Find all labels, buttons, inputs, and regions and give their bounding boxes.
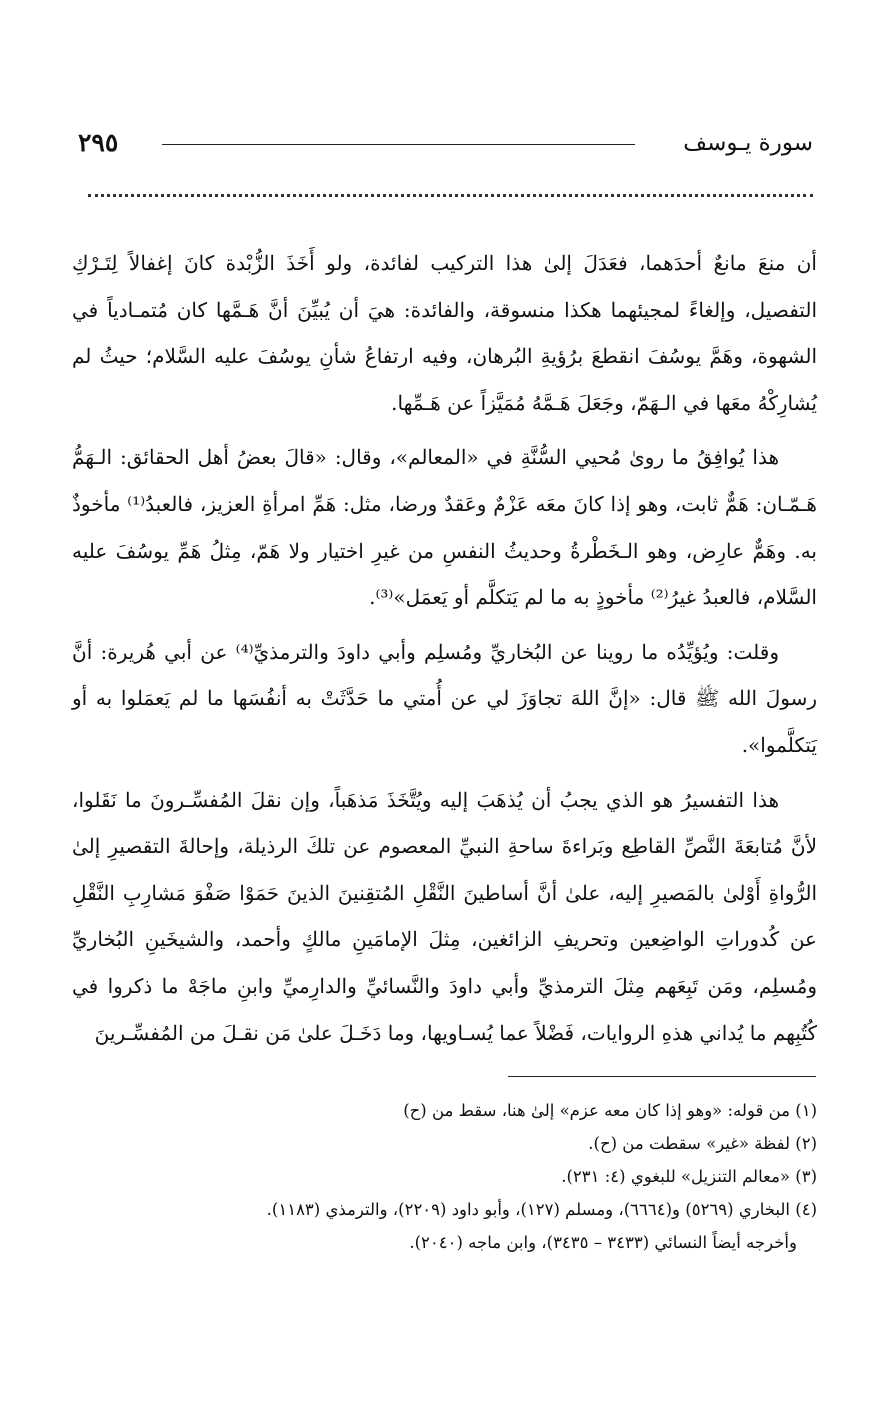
page-number: ٢٩٥ — [78, 128, 119, 157]
paragraph: وقلت: ويُؤيِّدُه ما روينا عن البُخاريِّ ومُسلِم وأبي داودَ والترمذيِّ⁽⁴⁾ عن أبي هُريرة: أنَّ رسولَ الله ﷺ قال: «إنَّ اللهَ تجاوَزَ لي عن أُمتي ما حَدَّثَتْ به أنفُسَها ما لم يَعمَلوا به أو يَتكلَّموا». — [72, 639, 817, 757]
surah-title: سورة يـوسف — [683, 130, 813, 156]
paragraph: هذا يُوافِقُ ما روىٰ مُحيي السُّنَّةِ في «المعالم»، وقال: «قالَ بعضُ أهل الحقائق: الـهَمُّ هَـمّـان: هَمٌّ ثابت، وهو إذا كانَ معَه عَزْمٌ وعَقدٌ ورضا، مثل: هَمِّ امرأةِ العزيز، فالعبدُ⁽¹⁾ مأخوذٌ به. وهَمٌّ عارِض، وهو الـخَطْرةُ وحديثُ النفسِ من غيرِ اختيار ولا هَمّ، مِثلُ هَمِّ يوسُفَ عليه السَّلام، فالعبدُ غيرُ⁽²⁾ مأخوذٍ به ما لم يَتكلَّم أو يَعمَل»⁽³⁾. — [72, 445, 817, 610]
footnote: (٣) «معالم التنزيل» للبغوي (٤: ٢٣١). — [561, 1167, 817, 1186]
footnotes — [72, 1094, 817, 1259]
footnote: (٤) البخاري (٥٢٦٩) و(٦٦٦٤)، ومسلم (١٢٧)، وأبو داود (٢٢٠٩)، والترمذي (١١٨٣). — [266, 1200, 817, 1219]
paragraph: هذا التفسيرُ هو الذي يجبُ أن يُذهَبَ إليه ويُتَّخَذَ مَذهَباً، وإن نقلَ المُفسِّـرونَ ما نَقَلوا، لأنَّ مُتابعَةَ النَّصِّ القاطِع وبَراءةَ ساحةِ النبيِّ المعصوم عن تلكَ الرذيلة، وإحالةَ التقصيرِ إلىٰ الرُّواةِ أَوْلىٰ بالمَصيرِ إليه، علىٰ أنَّ أساطينَ النَّقْلِ المُتقِنينَ الذينَ حَمَوْا صَفْوَ مَشارِبِ النَّقْلِ عن كُدوراتِ الواضِعين وتحريفِ الزائغين، مِثلَ الإمامَينِ مالكٍ وأحمد، والشيخَينِ البُخاريِّ ومُسلِم، ومَن تَبِعَهم مِثلَ الترمذيِّ وأبي داودَ والنَّسائيِّ والدارِميِّ وابنِ ماجَهْ ما ذكروا في كُتُبِهم ما يُداني هذهِ الروايات، فَضْلاً عما يُسـاويها، وما دَخَـلَ علىٰ مَن نقـلَ من المُفسِّـرينَ — [72, 787, 818, 1045]
footnote: (١) من قوله: «وهو إذا كان معه عزم» إلىٰ هنا، سقط من (ح) — [403, 1101, 817, 1120]
footnote: (٢) لفظة «غير» سقطت من (ح). — [588, 1134, 817, 1153]
paragraph: أن منعَ مانعٌ أحدَهما، فعَدَلَ إلىٰ هذا التركيب لفائدة، ولو أَخَذَ الزُّبْدة كانَ إغفالاً لِتَـرْكِ التفصيل، وإلغاءً لمجيئهما هكذا منسوقة، والفائدة: هيَ أن يُبيِّنَ أنَّ هَـمَّها كان مُتمـادياً في الشهوة، وهَمَّ يوسُفَ انقطعَ برُؤيةِ البُرهان، وفيه ارتفاعُ شأنِ يوسُفَ عليه السَّلام؛ حيثُ لم يُشارِكْهُ معَها في الـهَمّ، وجَعَلَ هَـمَّهُ مُمَيَّزاً عن هَـمِّها. — [72, 251, 817, 415]
dotted-separator — [88, 194, 813, 211]
footnote-rule — [508, 1076, 816, 1077]
running-header — [78, 126, 813, 166]
footnote-continuation: وأخرجه أيضاً النسائي (٣٤٣٣ – ٣٤٣٥)، وابن ماجه (٢٠٤٠). — [409, 1233, 797, 1252]
main-text — [72, 240, 817, 1056]
header-rule — [162, 144, 635, 145]
